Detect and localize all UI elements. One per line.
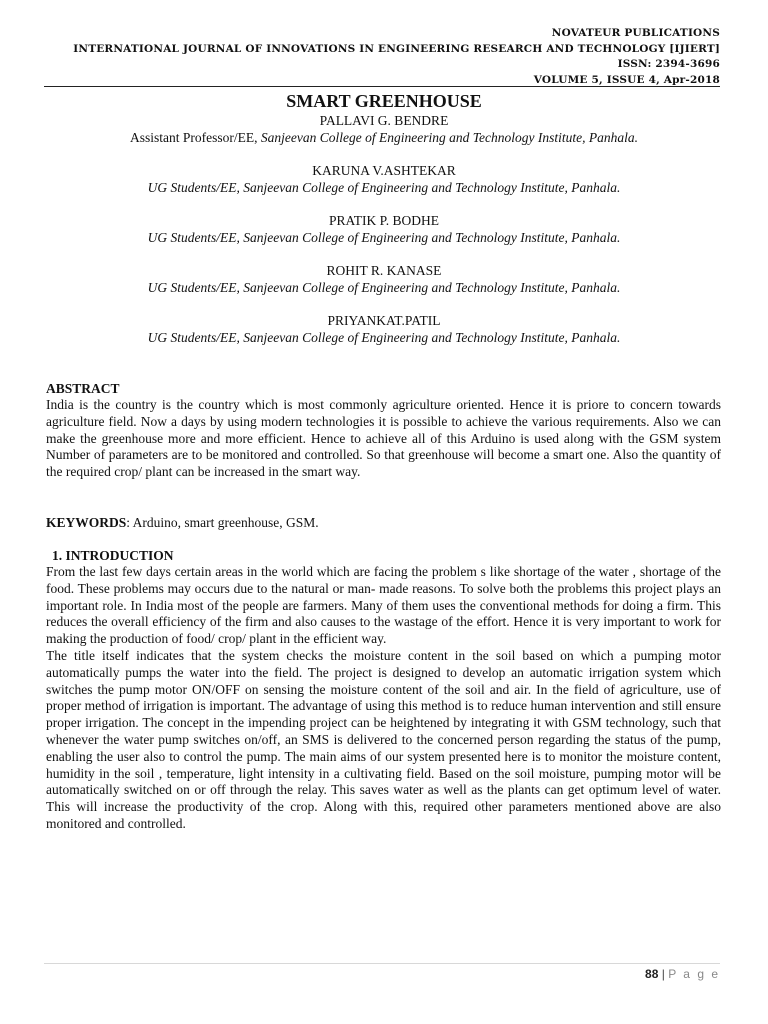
abstract-section [46, 380, 721, 481]
keywords-label: KEYWORDS [46, 515, 127, 530]
page-footer [645, 967, 720, 981]
introduction-heading: 1. INTRODUCTION [52, 548, 174, 563]
author-affiliation: UG Students/EE, Sanjeevan College of Engineering and Technology Institute, Panhala. [147, 180, 621, 195]
author-block [44, 162, 724, 196]
author-name: PRIYANKAT.PATIL [327, 313, 441, 328]
keywords-text: : Arduino, smart greenhouse, GSM. [126, 515, 319, 530]
introduction-paragraph: The title itself indicates that the system checks the moisture content in the soil based on which a pumping motor automatically pumps the water into the field. The project is designed to develop an automatic irrigation system which switches the pump motor ON/OFF on sensing the moisture content of the soil and air. In the field of agriculture, use of proper method of irrigation is important. The advantage of using this method is to reduce human intervention and still ensure proper irrigation. The concept in the impending project can be heightened by integrating it with GSM technology, such that whenever the water pump switches on/off, an SMS is delivered to the concerned person regarding the status of the pump, enabling the user also to control the pump. The main aims of our system presented here is to monitor the moisture content, humidity in the soil , temperature, light intensity in a cultivating field. Based on the soil moisture, pumping motor will be automatically switched on or off through the relay. This saves water as well as the plants can get optimum level of water. This will increase the productivity of the crop. Along with this, required other parameters mentioned above are also monitored and controlled. [46, 647, 721, 831]
author-affiliation: UG Students/EE, Sanjeevan College of Engineering and Technology Institute, Panhala. [147, 330, 621, 345]
author-affiliation [44, 129, 724, 146]
publisher-name: NOVATEUR PUBLICATIONS [551, 27, 720, 39]
journal-name: INTERNATIONAL JOURNAL OF INNOVATIONS IN ENGINEERING RESEARCH AND TECHNOLOGY [IJIERT] [73, 42, 720, 55]
introduction-paragraph: From the last few days certain areas in the world which are facing the problem s like shortage of the water , shortage of the food. These problems may occurs due to the natural or man- made reasons. To solve both the problems this project plays an important role. In India most of the people are farmers. Many of them uses the conventional methods for doing a firm. This reduces the overall efficiency of the firm and also causes to the wastage of the effort. Hence it is very important to work for making the production of food/ crop/ plant in the efficient way. [46, 564, 721, 647]
page-number: 88 [645, 967, 659, 981]
author-affiliation: UG Students/EE, Sanjeevan College of Engineering and Technology Institute, Panhala. [147, 230, 621, 245]
abstract-heading: ABSTRACT [46, 381, 120, 396]
journal-header [73, 26, 720, 88]
author-block [44, 312, 724, 346]
page-label: P a g e [668, 967, 720, 981]
introduction-section [46, 564, 721, 833]
paper-title: SMART GREENHOUSE [286, 91, 482, 111]
affiliation-role: Assistant Professor/EE, [130, 130, 261, 145]
title-block [44, 90, 724, 362]
header-divider [44, 86, 720, 87]
author-name: ROHIT R. KANASE [326, 263, 442, 278]
author-name: PALLAVI G. BENDRE [319, 113, 449, 128]
volume-issue: VOLUME 5, ISSUE 4, Apr-2018 [533, 73, 720, 86]
author-block [44, 262, 724, 296]
footer-divider [44, 963, 720, 964]
author-block [44, 112, 724, 146]
author-block [44, 212, 724, 246]
author-name: PRATIK P. BODHE [329, 213, 439, 228]
issn: ISSN: 2394-3696 [617, 58, 720, 70]
author-name: KARUNA V.ASHTEKAR [312, 163, 456, 178]
footer-separator: | [661, 967, 665, 981]
abstract-text: India is the country is the country which is most commonly agriculture oriented. Hence it is priore to concern towards agriculture field. Now a days by using modern technologies it is possible to achieve the various requirements. Also we can make the greenhouse more and more efficient. Hence to achieve all of this Arduino is used along with the GSM system Number of parameters are to be monitored and controlled. So that greenhouse will become a smart one. Also the quantity of the required crop/ plant can be increased in the smart way. [46, 397, 721, 480]
keywords-line [46, 514, 319, 531]
author-affiliation: UG Students/EE, Sanjeevan College of Engineering and Technology Institute, Panhala. [147, 280, 621, 295]
affiliation-institute: Sanjeevan College of Engineering and Technology Institute, Panhala. [260, 130, 638, 145]
